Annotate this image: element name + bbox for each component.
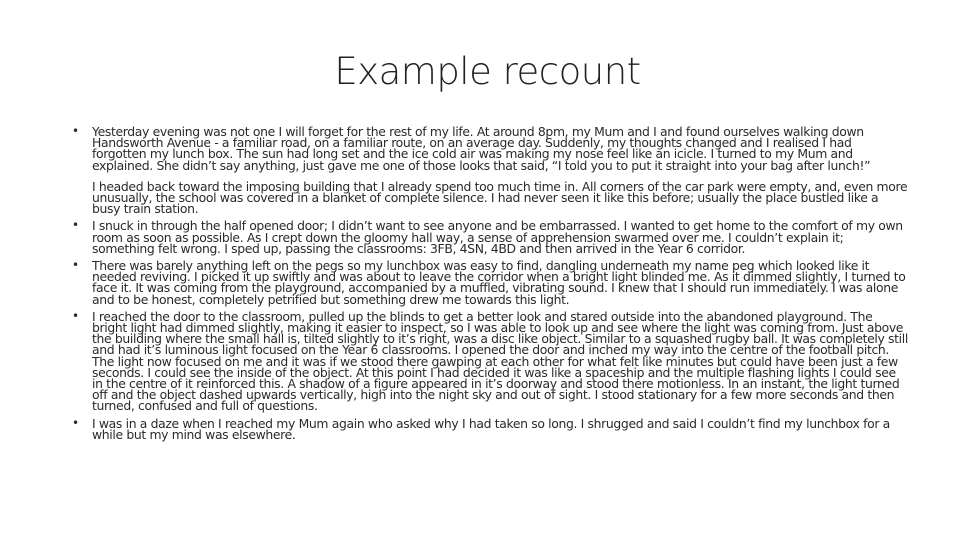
bullet-item-3 <box>70 260 908 305</box>
paragraph: I headed back toward the imposing building that I already spend too much time in. All corners of the car park were empty, and, even more unusually, the school was covered in a blanket of complete silence. I had never seen it like this before; usually the place bustled like a busy train station. <box>92 178 908 217</box>
bullet-item-2 <box>70 220 908 254</box>
paragraph: I was in a daze when I reached my Mum again who asked why I had taken so long. I shrugged and said I couldn’t find my lunchbox for a while but my mind was elsewhere. <box>92 415 890 442</box>
bullet-item-4 <box>70 308 908 414</box>
bullet-marker: • <box>72 258 79 273</box>
slide-body <box>70 126 908 446</box>
bullet-marker: • <box>72 308 79 323</box>
paragraph: I snuck in through the half opened door; I didn’t want to see anyone and be embarrassed. I wanted to get home to the comfort of my own room as soon as possible. As I crept down the gloomy hall way, a sense of apprehension swarmed over me. I couldn’t explain it; something felt wrong. I sped up, passing the classrooms: 3FB, 4SN, 4BD and then arrived in the Year 6 corridor. <box>92 218 903 256</box>
paragraph: There was barely anything left on the pegs so my lunchbox was easy to find, dangling underneath my name peg which looked like it needed reviving. I picked it up swiftly and was about to leave the corridor when a bright light blinded me. As it dimmed slightly, I turned to face it. It was coming from the playground, accompanied by a muffled, vibrating sound. I knew that I should run immediately. I was alone and to be honest, completely petrified but something drew me towards this light. <box>92 258 906 307</box>
bullet-item-1 <box>70 124 908 217</box>
bullet-marker: • <box>72 415 79 430</box>
bullet-marker: • <box>72 218 79 233</box>
paragraph: Yesterday evening was not one I will forget for the rest of my life. At around 8pm, my Mum and I and found ourselves walking down Handsworth Avenue - a familiar road, on a familiar route, on an average day. Suddenly, my thoughts changed and I realised I had forgotten my lunch box. The sun had long set and the ice cold air was making my nose feel like an icicle. I turned to my Mum and explained. She didn’t say anything, just gave me one of those looks that said, “I told you to put it straight into your bag after lunch!” <box>92 124 871 173</box>
paragraph: I reached the door to the classroom, pulled up the blinds to get a better look and stared outside into the abandoned playground. The bright light had dimmed slightly, making it easier to inspect, so I was able to look up and see where the light was coming from. Just above the building where the small hall is, tilted slightly to it’s right, was a disc like object. Similar to a squashed rugby ball. It was completely still and had it’s luminous light focused on the Year 6 classrooms. I opened the door and inched my way into the centre of the football pitch. The light now focused on me and it was if we stood there gawping at each other for what felt like minutes but could have been just a few seconds. I could see the inside of the object. At this point I had decided it was like a spaceship and the multiple flashing lights I could see in the centre of it reinforced this. A shadow of a figure appeared in it’s doorway and stood there motionless. In an instant, the light turned off and the object dashed upwards vertically, high into the night sky and out of sight. I stood stationary for a few more seconds and then turned, confused and full of questions. <box>92 308 908 414</box>
slide-title: Example recount <box>334 50 641 93</box>
bullet-marker: • <box>72 124 79 138</box>
bullet-item-5 <box>70 415 908 442</box>
